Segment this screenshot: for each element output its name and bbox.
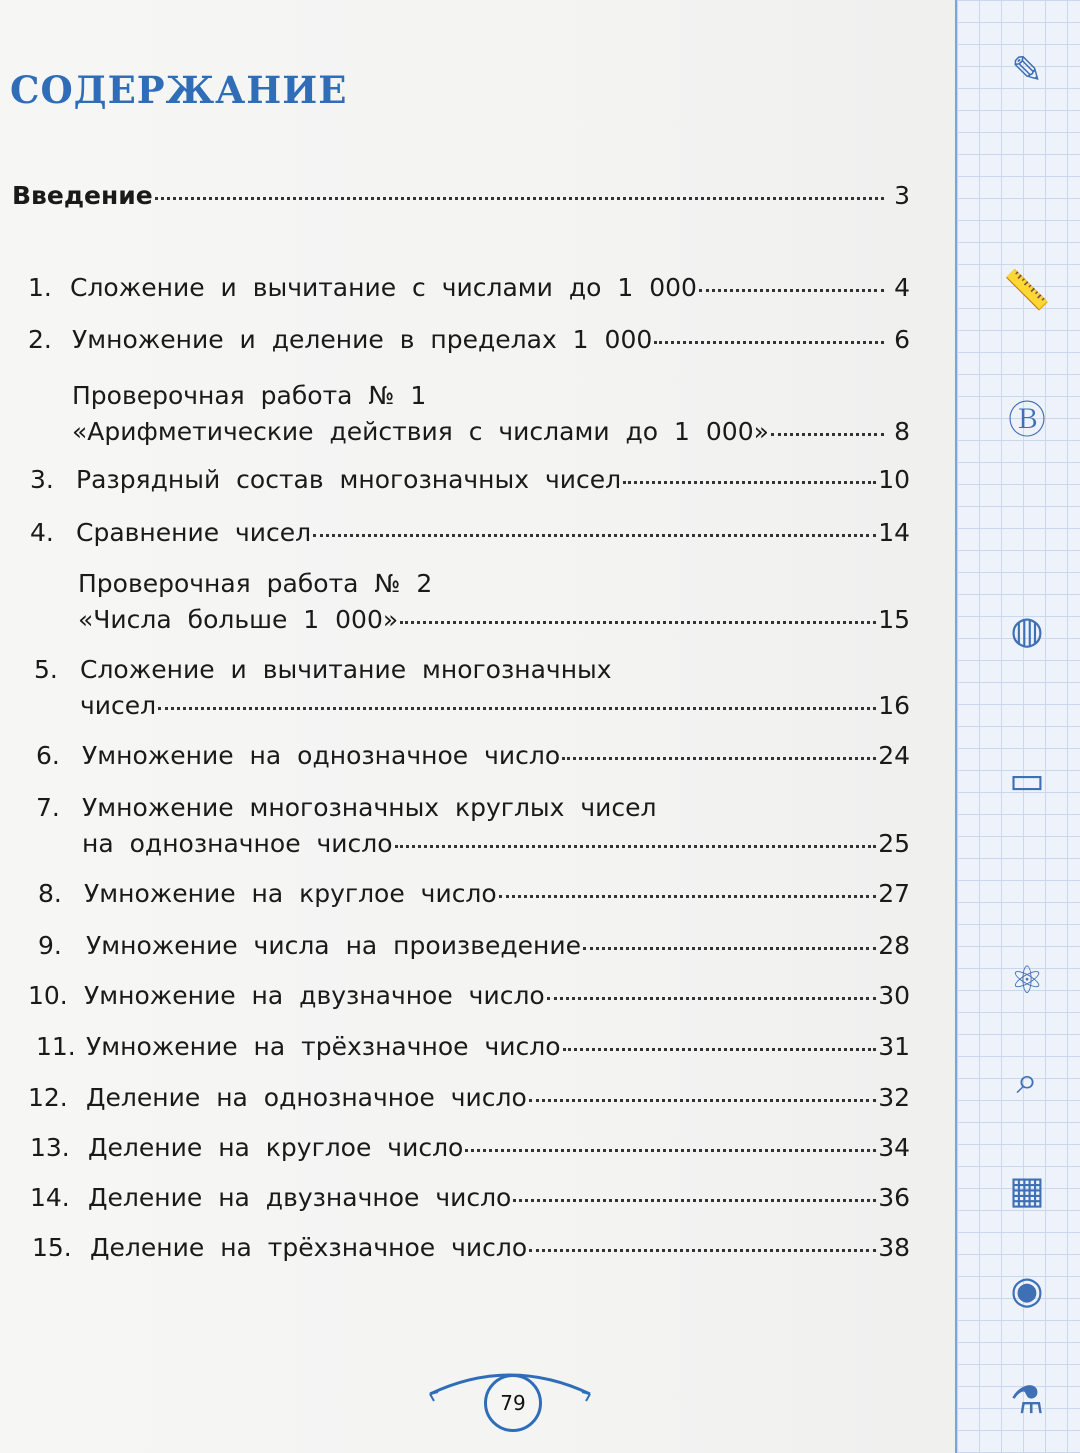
toc-entry-number: 10. [28, 981, 68, 1010]
toc-page-number: 36 [878, 1183, 910, 1212]
atom-icon: ⚛ [1009, 958, 1045, 1002]
toc-entry-number: 11. [36, 1032, 76, 1061]
pencil-cup-icon: ✎ [1011, 48, 1043, 92]
page-title: СОДЕРЖАНИЕ [10, 68, 348, 112]
toc-entry-label: Умножение на круглое число [84, 879, 497, 908]
toc-entry-label: Умножение числа на произведение [86, 931, 581, 960]
dot-leader [465, 1149, 876, 1152]
toc-entry-label: Сравнение чисел [76, 518, 312, 547]
toc-entry-label: Умножение на однозначное число [82, 741, 561, 770]
page-number-badge [420, 1362, 600, 1432]
dot-leader [771, 433, 884, 436]
toc-page-number: 34 [878, 1133, 910, 1162]
toc-entry-number: 14. [30, 1183, 70, 1212]
chalkboard-icon: ▦ [1009, 1168, 1045, 1212]
dot-leader [313, 534, 876, 537]
toc-page-number: 3 [894, 181, 910, 210]
dot-leader [623, 481, 876, 484]
globe-icon: ◍ [1010, 608, 1044, 652]
toc-page-number: 31 [878, 1032, 910, 1061]
dot-leader [400, 621, 876, 624]
decorative-margin [955, 0, 1080, 1453]
dot-leader [547, 997, 876, 1000]
toc-entry-number: 9. [38, 931, 62, 960]
toc-entry-label: Деление на двузначное число [88, 1183, 512, 1212]
toc-entry-label: Разрядный состав многозначных чисел [76, 465, 622, 494]
toc-entry-label: чисел [80, 691, 157, 720]
toc-entry-number: 1. [28, 273, 52, 302]
toc-entry-label: Сложение и вычитание с числами до 1 000 [70, 273, 697, 302]
toc-entry-label: Умножение на двузначное число [84, 981, 545, 1010]
toc-entry-label: Деление на круглое число [88, 1133, 464, 1162]
dot-leader [529, 1249, 876, 1252]
page-number: 79 [484, 1374, 542, 1432]
toc-entry-number: 3. [30, 465, 54, 494]
toc-entry-number: 15. [32, 1233, 72, 1262]
toc-page-number: 8 [894, 417, 910, 446]
laptop-icon: ▭ [1009, 758, 1045, 802]
toc-entry-number: 6. [36, 741, 60, 770]
toc-entry-label: Введение [12, 181, 153, 210]
toc-page-number: 28 [878, 931, 910, 960]
toc-page-number: 32 [878, 1083, 910, 1112]
ball-icon: ◉ [1010, 1268, 1044, 1312]
toc-entry-number: 13. [30, 1133, 70, 1162]
toc-page-number: 25 [878, 829, 910, 858]
toc-page-number: 15 [878, 605, 910, 634]
toc-page-number: 6 [894, 325, 910, 354]
toc-entry-number: 8. [38, 879, 62, 908]
toc-entry-label: Умножение и деление в пределах 1 000 [72, 325, 653, 354]
dot-leader [562, 757, 876, 760]
toc-entry-number: 4. [30, 518, 54, 547]
dot-leader [654, 341, 884, 344]
dot-leader [499, 895, 876, 898]
dot-leader [529, 1099, 876, 1102]
dot-leader [563, 1048, 877, 1051]
toc-entry-label: Умножение многозначных круглых чисел [82, 793, 657, 822]
magnifier-icon: ⌕ [1016, 1058, 1038, 1102]
dot-leader [155, 197, 884, 200]
toc-entry-label: Сложение и вычитание многозначных [80, 655, 612, 684]
abc-blocks-icon: Ⓑ [1007, 398, 1046, 442]
toc-entry-label: Проверочная работа № 1 [72, 381, 427, 410]
toc-entry-number: 12. [28, 1083, 68, 1112]
toc-entry-label: «Числа больше 1 000» [78, 605, 399, 634]
toc-entry-label: «Арифметические действия с числами до 1 000» [72, 417, 769, 446]
toc-page-number: 4 [894, 273, 910, 302]
toc-page-number: 27 [878, 879, 910, 908]
dot-leader [583, 947, 876, 950]
toc-entry-label: Деление на трёхзначное число [90, 1233, 528, 1262]
dot-leader [699, 289, 884, 292]
dot-leader [158, 707, 876, 710]
toc-page-number: 24 [878, 741, 910, 770]
toc-entry-number: 7. [36, 793, 60, 822]
toc-page-number: 38 [878, 1233, 910, 1262]
toc-entry-label: Проверочная работа № 2 [78, 569, 433, 598]
toc-entry-label: на однозначное число [82, 829, 393, 858]
toc-entry-number: 2. [28, 325, 52, 354]
ruler-icon: 📏 [1003, 268, 1051, 312]
toc-page-number: 14 [878, 518, 910, 547]
flask-icon: ⚗ [1009, 1378, 1045, 1422]
dot-leader [513, 1199, 876, 1202]
toc-page-number: 30 [878, 981, 910, 1010]
toc-page-number: 16 [878, 691, 910, 720]
toc-entry-label: Деление на однозначное число [86, 1083, 527, 1112]
toc-page-number: 10 [878, 465, 910, 494]
dot-leader [395, 845, 877, 848]
toc-entry-number: 5. [34, 655, 58, 684]
toc-entry-label: Умножение на трёхзначное число [86, 1032, 561, 1061]
